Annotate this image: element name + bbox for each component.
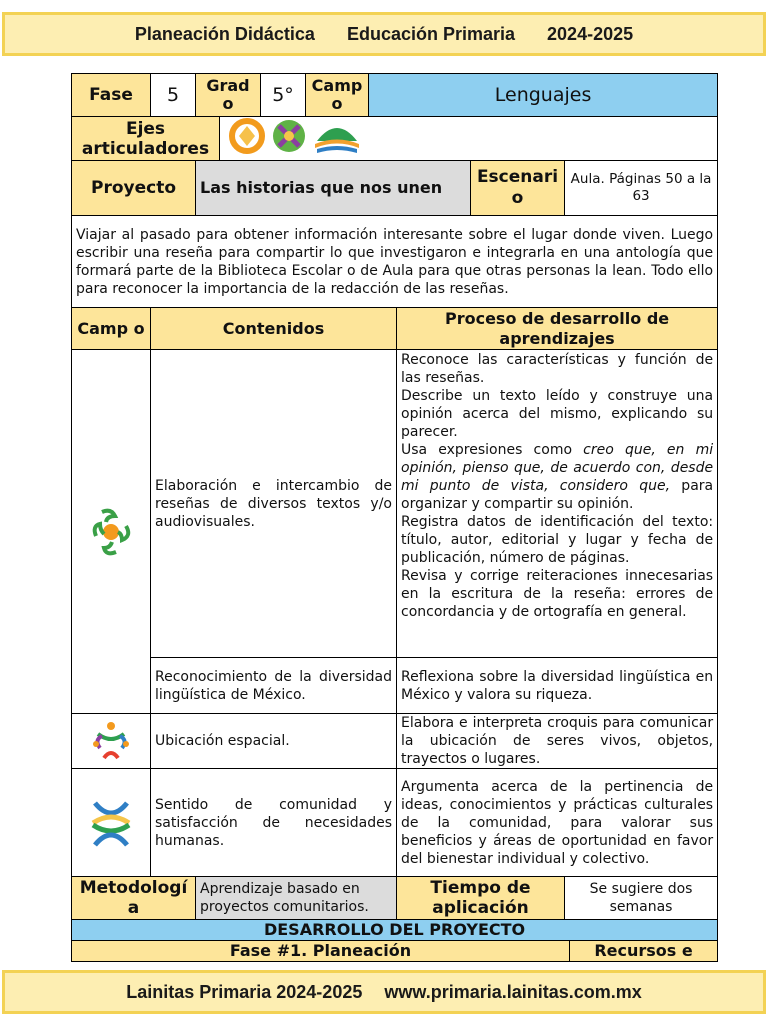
- escenario-value: Aula. Páginas 50 a la 63: [565, 161, 718, 216]
- escenario-label: Escenari o: [471, 161, 565, 216]
- etica-campo-cell: [72, 769, 151, 877]
- desarrollo-header: DESARROLLO DEL PROYECTO: [72, 920, 718, 941]
- proceso-1-p1: Reconoce las características y función de las reseñas.: [401, 352, 714, 386]
- proceso-1-p4: Registra datos de identificación del texto: título, autor, editorial y lugar y fecha de publicación, número de páginas.: [401, 514, 714, 566]
- proceso-1-p3-pre: Usa expresiones como: [401, 442, 584, 458]
- campo-label: Camp o: [306, 74, 369, 117]
- proceso-1: [397, 350, 718, 658]
- metodologia-label: Metodologí a: [72, 877, 196, 920]
- proceso-1-p3-post: para organizar y compartir su opinión.: [401, 478, 714, 512]
- header-banner: [2, 12, 766, 56]
- footer-brand: Lainitas Primaria 2024-2025: [126, 981, 363, 1002]
- metodologia-value: Aprendizaje basado en proyectos comunitarios.: [196, 877, 397, 920]
- recursos-header: Recursos e: [570, 941, 718, 962]
- project-description: Viajar al pasado para obtener información interesante sobre el lugar donde viven. Luego escribir una reseña para compartir lo que investigaron e integrarla en una antología que formará parte de la Biblioteca Escolar o de Aula para que otras personas la lean. Todo ello para reconocer la importancia de la redacción de las reseñas.: [72, 216, 718, 308]
- proceso-2: Reflexiona sobre la diversidad lingüística en México y valora su riqueza.: [397, 658, 718, 714]
- proyecto-label: Proyecto: [72, 161, 196, 216]
- saberes-campo-icon: [88, 733, 134, 749]
- eje-lectura-icon: [312, 117, 362, 160]
- header-year: 2024-2025: [547, 23, 634, 44]
- grado-label: Grad o: [196, 74, 261, 117]
- contenido-4: Sentido de comunidad y satisfacción de necesidades humanas.: [151, 769, 397, 877]
- campo-value: Lenguajes: [369, 74, 718, 117]
- proceso-1-p3-italic: creo que, en mi opinión, pienso que, de acuerdo con, desde mi punto de vista, considero que,: [401, 442, 714, 494]
- contenido-2: Reconocimiento de la diversidad lingüística de México.: [151, 658, 397, 714]
- tiempo-label: Tiempo de aplicación: [397, 877, 565, 920]
- planning-table: [71, 73, 718, 962]
- footer-banner: [2, 970, 766, 1014]
- fase1-header: Fase #1. Planeación: [72, 941, 570, 962]
- proceso-4: Argumenta acerca de la pertinencia de ideas, conocimientos y prácticas culturales de la comunidad, para valorar sus beneficios y áreas de oportunidad en favor del bienestar individual y colectivo.: [397, 769, 718, 877]
- contenidos-header: Contenidos: [151, 308, 397, 350]
- footer-url: www.primaria.lainitas.com.mx: [384, 981, 642, 1002]
- contenido-3: Ubicación espacial.: [151, 714, 397, 769]
- proceso-1-p5: Revisa y corrige reiteraciones innecesarias en la escritura de la reseña: errores de concordancia y de ortografía en general.: [401, 568, 714, 620]
- lenguajes-campo-cell: [72, 350, 151, 714]
- proyecto-value: Las historias que nos unen: [196, 161, 471, 216]
- fase-label: Fase: [72, 74, 151, 117]
- eje-interculturalidad-icon: [270, 117, 308, 160]
- header-level: Educación Primaria: [346, 23, 516, 44]
- tiempo-value: Se sugiere dos semanas: [565, 877, 718, 920]
- proceso-1-p3: [401, 441, 713, 513]
- ejes-label: Ejes articuladores: [72, 117, 220, 161]
- proceso-1-p2: Describe un texto leído y construye una opinión acerca del mismo, explicando su parecer.: [401, 388, 714, 440]
- header-title: Planeación Didáctica: [134, 23, 315, 44]
- proceso-header: Proceso de desarrollo de aprendizajes: [397, 308, 718, 350]
- ejes-icons-cell: [220, 117, 718, 161]
- fase-value: 5: [151, 74, 196, 117]
- campo-header: Camp o: [72, 308, 151, 350]
- proceso-3: Elabora e interpreta croquis para comunicar la ubicación de seres vivos, objetos, trayectos o lugares.: [397, 714, 718, 769]
- contenido-1: Elaboración e intercambio de reseñas de diversos textos y/o audiovisuales.: [151, 350, 397, 658]
- etica-campo-icon: [87, 815, 135, 831]
- eje-inclusion-icon: [228, 117, 266, 160]
- lenguajes-campo-icon: [88, 524, 134, 540]
- saberes-campo-cell: [72, 714, 151, 769]
- grado-value: 5°: [261, 74, 306, 117]
